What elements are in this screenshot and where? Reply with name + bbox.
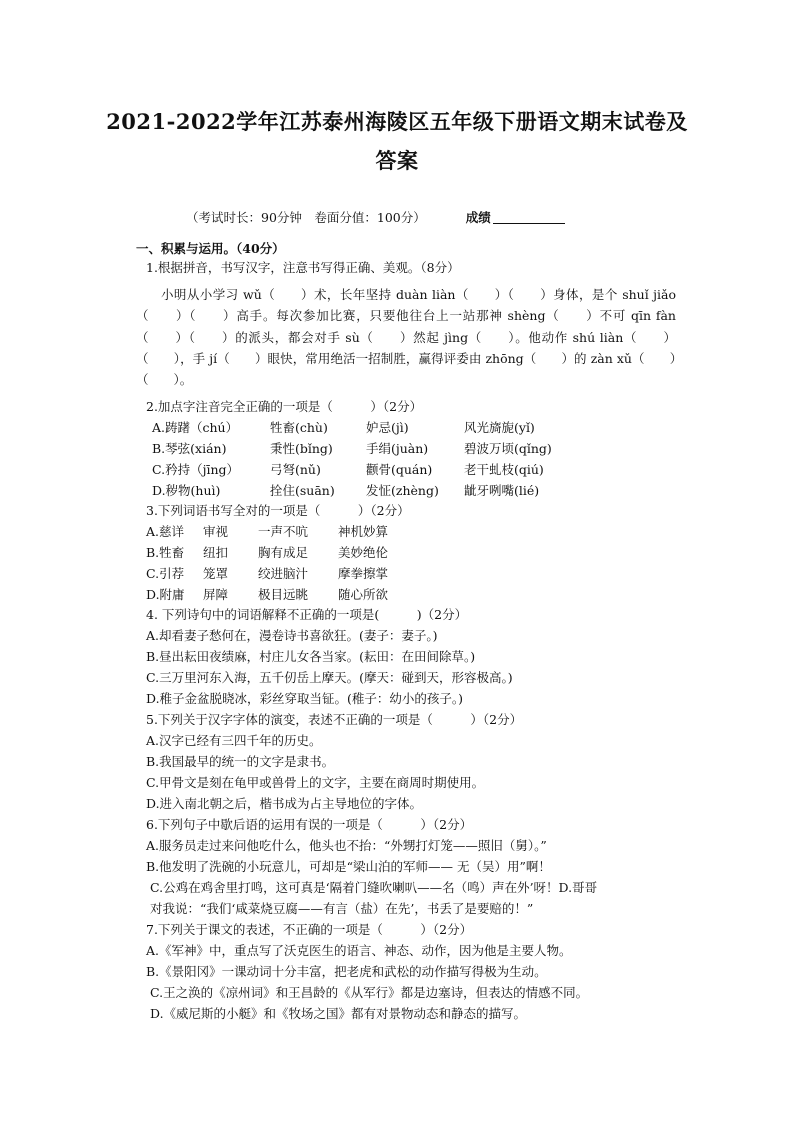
option-item: B.我国最早的统一的文字是隶书。 [146, 754, 335, 769]
option-item: 胸有成足 [258, 544, 309, 560]
option-item: 审视 [203, 523, 229, 539]
option-item: 弓弩(nǔ) [270, 461, 321, 477]
option-item: C.引荐 [146, 565, 185, 581]
option-item: 笼罩 [203, 565, 229, 581]
option-item: C.矜持（jīng） [152, 461, 240, 477]
option-item: C.公鸡在鸡舍里打鸣，这可真是‘隔着门缝吹喇叭——名（鸣）声在外’呀！D.哥哥 [150, 880, 598, 895]
option-item: 屏障 [203, 586, 229, 602]
option-item: A.服务员走过来问他吃什么，他头也不抬：“外甥打灯笼——照旧（舅）。” [146, 838, 547, 853]
option-item: 妒忌(jì) [366, 419, 409, 435]
option-item: A.慈详 [146, 523, 185, 539]
option-item: 秉性(bǐng) [270, 440, 333, 456]
option-row [146, 520, 428, 541]
option-item: 随心所欲 [338, 586, 389, 602]
question-2-options [152, 416, 584, 500]
option-row [152, 479, 584, 500]
option-row [146, 541, 428, 562]
option-row [152, 437, 584, 458]
option-item: 老干虬枝(qiú) [464, 461, 544, 477]
option-item: D.进入南北朝之后，楷书成为占主导地位的字体。 [146, 796, 423, 811]
option-item: D.附庸 [146, 586, 185, 602]
option-item: C.甲骨文是刻在龟甲或兽骨上的文字，主要在商周时期使用。 [146, 775, 485, 790]
page-title-continued: 答案 [375, 148, 419, 173]
option-item: 极目远眺 [258, 586, 309, 602]
question-7-stem: 7.下列关于课文的表述，不正确的一项是（ ）（2分） [146, 922, 473, 937]
exam-duration-score: （考试时长：90分钟 卷面分值：100分） [186, 210, 426, 225]
option-item: B.琴弦(xián) [152, 440, 227, 456]
option-row [152, 458, 584, 479]
pinyin-paragraph-text: 小明从小学习 wǔ（ ）术，长年坚持 duàn liàn（ ）（ ）身体，是个 shuǐ jiǎo（ ）（ ）高手。每次参加比赛，只要他往台上一站那神 shèng（ ）不可 qīn fàn（ ）（ ）的派头，都会对手 sù（ ）然起 jìng（ ）。他动作 shú liàn（ ）（ ），手 jí（ ）眼快，常用绝活一招制胜，赢得评委由 zhōng（ ）的 zàn xǔ（ ）（ ）。 [136, 287, 676, 388]
question-6-stem: 6.下列句子中歇后语的运用有误的一项是（ ）（2分） [146, 817, 473, 832]
option-item: 绞进脑汁 [258, 565, 309, 581]
option-item: 拴住(suān) [270, 482, 335, 498]
option-item: D.秽物(huì) [152, 482, 221, 498]
option-item: 一声不吭 [258, 523, 309, 539]
question-5-stem: 5.下列关于汉字字体的演变，表述不正确的一项是（ ）（2分） [146, 712, 523, 727]
option-item: 美妙绝伦 [338, 544, 389, 560]
option-item: A.却看妻子愁何在，漫卷诗书喜欲狂。(妻子：妻子。) [146, 628, 438, 643]
question-3-stem: 3.下列词语书写全对的一项是（ ）（2分） [146, 503, 410, 518]
option-item: B.他发明了洗碗的小玩意儿，可却是“梁山泊的军师—— 无（吴）用”啊！ [146, 859, 551, 874]
option-item: B.牲畜 [146, 544, 185, 560]
option-item: B.《景阳冈》一课动词十分丰富，把老虎和武松的动作描写得极为生动。 [146, 964, 547, 979]
question-1-paragraph [136, 284, 676, 390]
score-label: 成绩 [465, 210, 491, 225]
question-3-options [146, 520, 428, 604]
option-item: A.《军神》中，重点写了沃克医生的语言、神态、动作，因为他是主要人物。 [146, 943, 572, 958]
question-2-stem: 2.加点字注音完全正确的一项是（ ）（2分） [146, 399, 423, 414]
option-item: C.三万里河东入海，五千仞岳上摩天。(摩天：碰到天，形容极高。) [146, 670, 513, 685]
option-item: D.《威尼斯的小艇》和《牧场之国》都有对景物动态和静态的描写。 [150, 1006, 527, 1021]
section-heading: 一、积累与运用。（40分） [136, 241, 285, 256]
option-item: 神机妙算 [338, 523, 389, 539]
option-item: 颧骨(quán) [366, 461, 433, 477]
option-item: 龇牙咧嘴(lié) [464, 482, 540, 498]
option-item: 牲畜(chù) [270, 419, 328, 435]
question-4-stem: 4. 下列诗句中的词语解释不正确的一项是( )（2分） [146, 607, 468, 622]
option-item: 风光旖旎(yǐ) [464, 419, 535, 435]
option-item: D.稚子金盆脱晓冰，彩丝穿取当钲。(稚子：幼小的孩子。) [146, 691, 464, 706]
question-1-stem: 1.根据拼音，书写汉字，注意书写得正确、美观。（8分） [146, 260, 460, 275]
option-item: 对我说：“我们‘咸菜烧豆腐——有言（盐）在先’，书丢了是要赔的！” [150, 901, 534, 916]
option-item: A.汉字已经有三四千年的历史。 [146, 733, 322, 748]
option-item: 摩拳擦掌 [338, 565, 389, 581]
option-row [146, 562, 428, 583]
option-row [146, 583, 428, 604]
option-item: 纽扣 [203, 544, 229, 560]
option-item: C.王之涣的《凉州词》和王昌龄的《从军行》都是边塞诗，但表达的情感不同。 [150, 985, 589, 1000]
option-item: 发怔(zhèng) [366, 482, 439, 498]
option-item: A.踌躇（chú） [152, 419, 239, 435]
page-title: 2021-2022学年江苏泰州海陵区五年级下册语文期末试卷及 [106, 109, 688, 134]
option-item: 手绢(juàn) [366, 440, 429, 456]
option-row [152, 416, 584, 437]
option-item: 碧波万顷(qǐng) [464, 440, 552, 456]
score-blank [493, 223, 565, 224]
option-item: B.昼出耘田夜绩麻，村庄儿女各当家。(耘田：在田间除草。) [146, 649, 476, 664]
exam-info [186, 208, 565, 226]
